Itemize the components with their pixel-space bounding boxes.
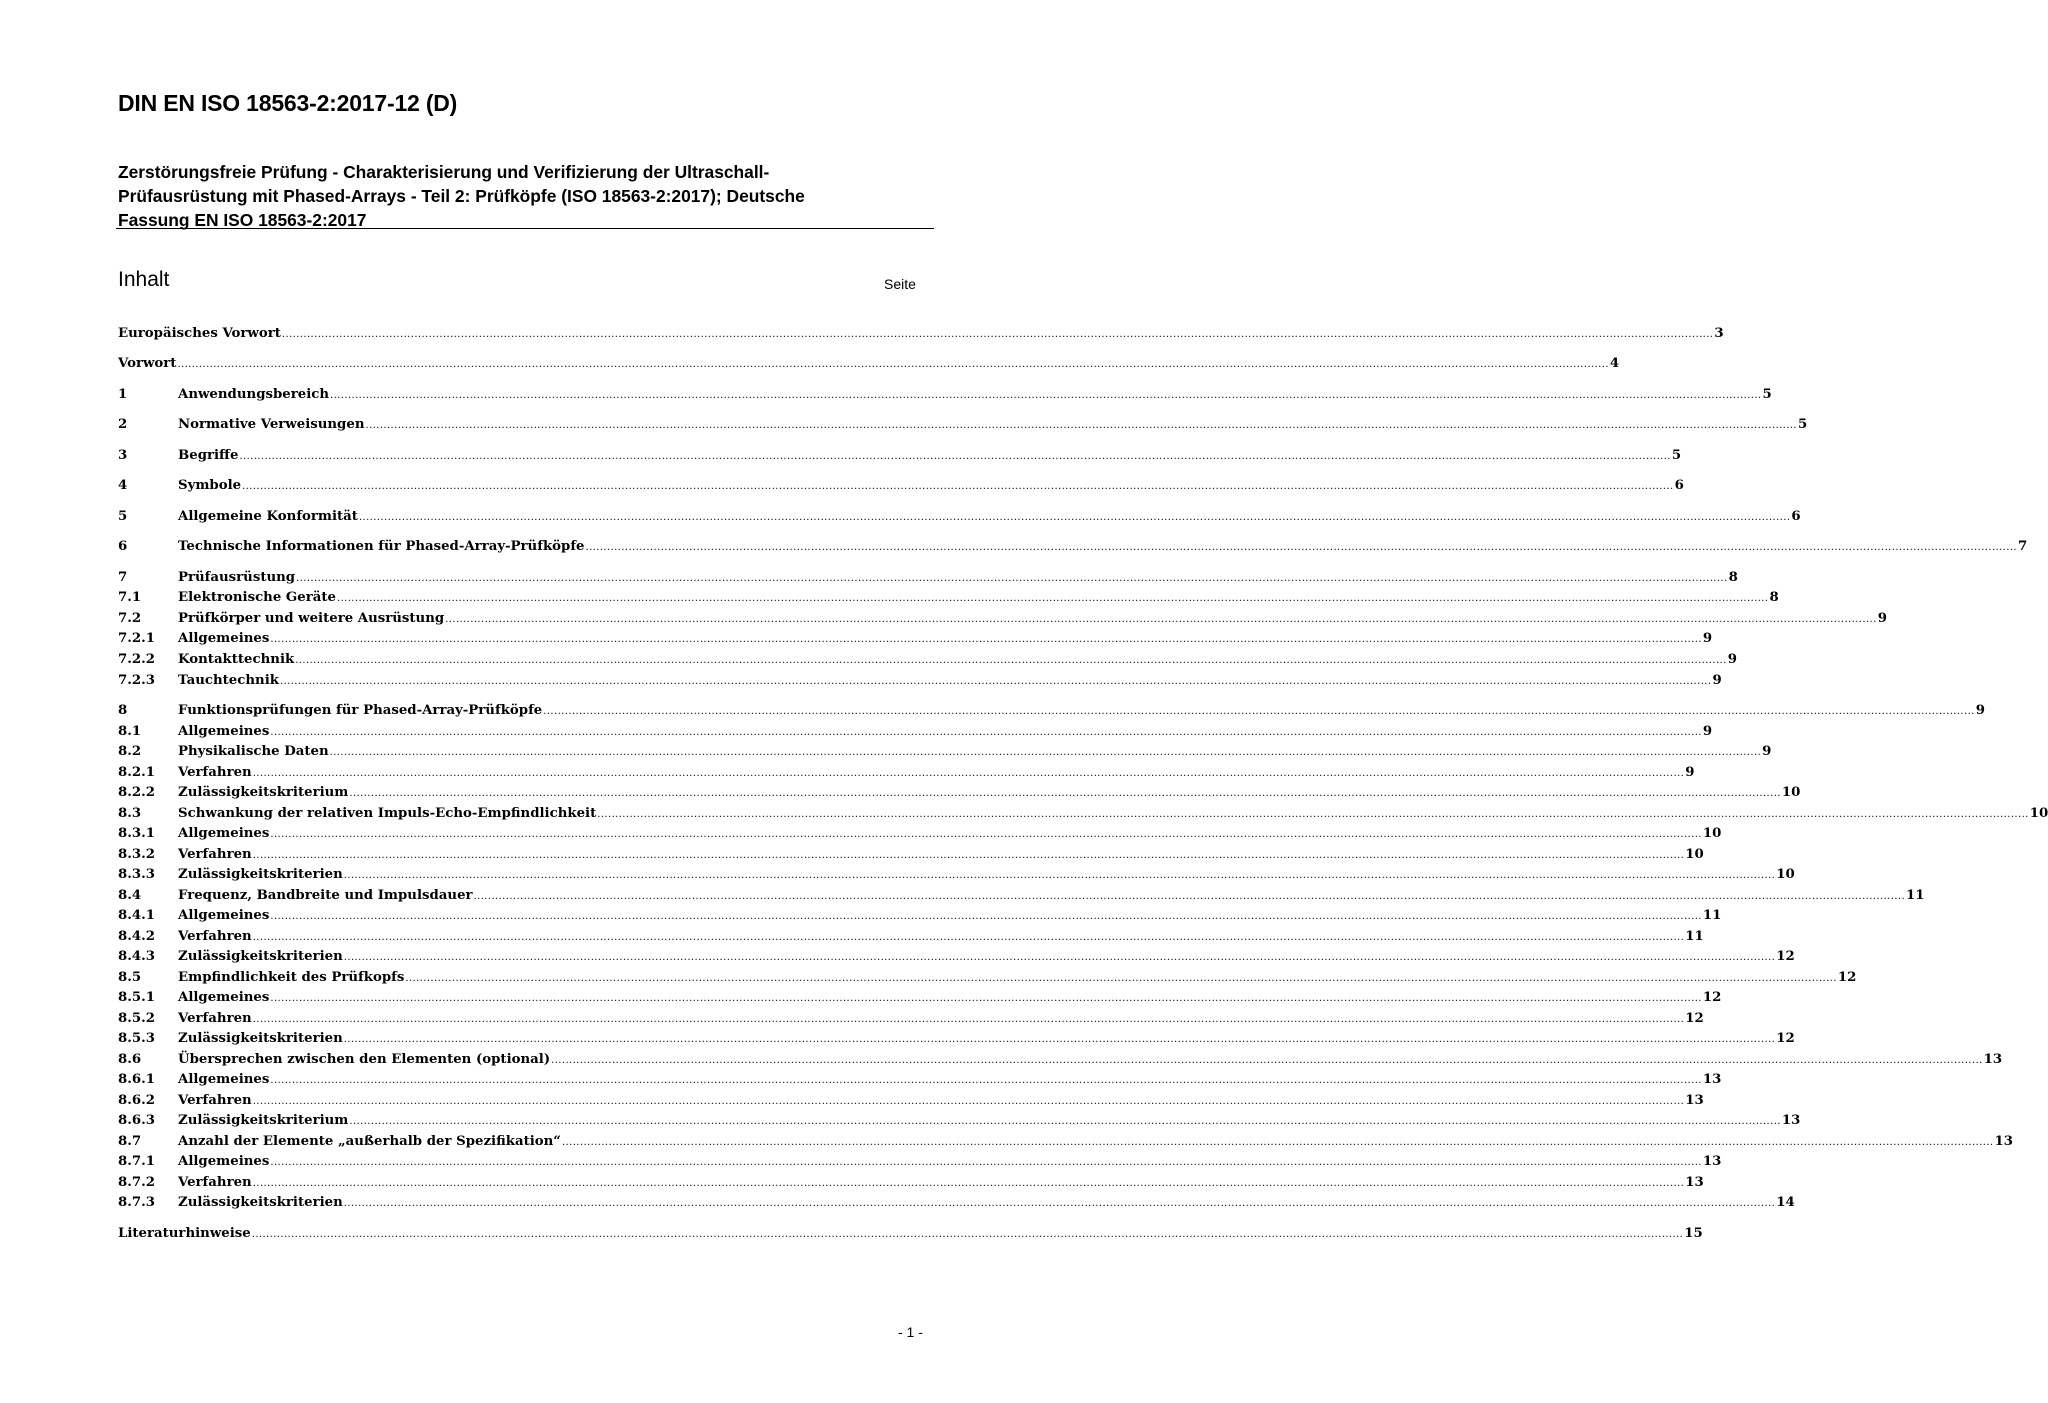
toc-entry-number: 8.2.1 [118,765,156,780]
toc-entry-title: Allgemeines [178,908,270,923]
toc-entry-title: Allgemeine Konformität [178,509,358,524]
toc-entry[interactable] [118,609,1887,629]
toc-dot-leader: ................................................................................................................................................................................................................................................................................................................................................................................................................ [270,911,1702,922]
toc-entry-page: 12 [1776,1031,1795,1046]
toc-entry-title: Begriffe [178,448,239,463]
toc-entry-title: Zulässigkeitskriterien [178,867,343,882]
toc-dot-leader: ................................................................................................................................................................................................................................................................................................................................................................................................................ [252,1014,1685,1025]
toc-entry-number: 7 [118,570,128,585]
toc-entry[interactable] [118,742,1772,762]
toc-entry-title: Allgemeines [178,724,270,739]
toc-dot-leader: ................................................................................................................................................................................................................................................................................................................................................................................................................ [365,420,1797,431]
toc-entry-page: 5 [1762,387,1772,402]
toc-entry[interactable] [118,701,1986,721]
toc-entry-page: 9 [1712,673,1722,688]
toc-dot-leader: ................................................................................................................................................................................................................................................................................................................................................................................................................ [295,655,1727,666]
toc-entry-page: 14 [1776,1195,1795,1210]
toc-entry-page: 13 [1702,1072,1722,1087]
toc-dot-leader: ................................................................................................................................................................................................................................................................................................................................................................................................................ [349,1116,1781,1127]
toc-entry[interactable] [118,722,1713,742]
toc-entry[interactable] [118,1132,2013,1152]
toc-entry[interactable] [118,968,1857,988]
toc-entry-page: 15 [1684,1226,1703,1241]
toc-entry-number: 1 [118,387,128,402]
toc-dot-leader: ................................................................................................................................................................................................................................................................................................................................................................................................................ [281,329,1714,340]
toc-entry[interactable] [118,415,1808,435]
toc-entry-page: 13 [1702,1154,1722,1169]
toc-dot-leader: ................................................................................................................................................................................................................................................................................................................................................................................................................ [445,614,1877,625]
toc-dot-leader: ................................................................................................................................................................................................................................................................................................................................................................................................................ [239,451,1671,462]
toc-entry-title: Zulässigkeitskriterien [178,1195,343,1210]
toc-entry-page: 13 [1983,1052,2003,1067]
toc-entry-page: 6 [1674,478,1684,493]
toc-entry[interactable] [118,804,2048,824]
toc-entry-title: Prüfkörper und weitere Ausrüstung [178,611,445,626]
toc-entry-title: Verfahren [178,765,252,780]
toc-entry-title: Vorwort [118,356,177,371]
toc-entry[interactable] [118,763,1695,783]
toc-entry-number: 6 [118,539,128,554]
toc-entry-title: Allgemeines [178,631,270,646]
toc-entry-number: 8.5 [118,970,142,985]
toc-entry[interactable] [118,671,1722,691]
toc-entry-page: 11 [1685,929,1704,944]
toc-entry-number: 8.5.2 [118,1011,156,1026]
toc-entry-title: Funktionsprüfungen für Phased-Array-Prüfköpfe [178,703,543,718]
toc-dot-leader: ................................................................................................................................................................................................................................................................................................................................................................................................................ [358,512,1791,523]
toc-entry[interactable] [118,988,1722,1008]
toc-dot-leader: ................................................................................................................................................................................................................................................................................................................................................................................................................ [270,829,1702,840]
toc-entry[interactable] [118,629,1713,649]
toc-entry-page: 7 [2018,539,2028,554]
toc-entry-title: Normative Verweisungen [178,417,365,432]
toc-entry[interactable] [118,385,1772,405]
toc-entry[interactable] [118,1111,1801,1131]
toc-entry-page: 10 [2029,806,2048,821]
toc-entry-number: 8.6.1 [118,1072,156,1087]
toc-dot-leader: ................................................................................................................................................................................................................................................................................................................................................................................................................ [343,1034,1776,1045]
toc-entry-page: 10 [1781,785,1801,800]
toc-dot-leader: ................................................................................................................................................................................................................................................................................................................................................................................................................ [252,1096,1685,1107]
toc-entry[interactable] [118,588,1779,608]
toc-entry-page: 8 [1769,590,1779,605]
toc-entry-title: Literaturhinweise [118,1226,251,1241]
toc-dot-leader: ................................................................................................................................................................................................................................................................................................................................................................................................................ [349,788,1781,799]
toc-dot-leader: ................................................................................................................................................................................................................................................................................................................................................................................................................ [343,870,1776,881]
toc-entry[interactable] [118,1091,1704,1111]
toc-entry-title: Allgemeines [178,826,270,841]
document-title-line: Prüfausrüstung mit Phased-Arrays - Teil 2: Prüfköpfe (ISO 18563-2:2017); Deutsche [118,186,805,206]
toc-entry-page: 9 [1685,765,1695,780]
toc-entry-number: 4 [118,478,128,493]
toc-entry-number: 8.1 [118,724,142,739]
toc-dot-leader: ................................................................................................................................................................................................................................................................................................................................................................................................................ [270,727,1702,738]
toc-entry-number: 5 [118,509,128,524]
toc-entry-page: 5 [1797,417,1808,432]
toc-entry[interactable] [118,845,1704,865]
toc-entry[interactable] [118,1193,1795,1213]
toc-entry-title: Symbole [178,478,242,493]
toc-entry-title: Anzahl der Elemente „außerhalb der Spezifikation“ [178,1134,561,1149]
toc-entry[interactable] [118,783,1801,803]
toc-dot-leader: ................................................................................................................................................................................................................................................................................................................................................................................................................ [252,932,1685,943]
toc-entry-page: 13 [1685,1093,1704,1108]
toc-entry-number: 2 [118,417,128,432]
toc-entry-page: 10 [1685,847,1704,862]
toc-dot-leader: ................................................................................................................................................................................................................................................................................................................................................................................................................ [177,359,1609,370]
toc-dot-leader: ................................................................................................................................................................................................................................................................................................................................................................................................................ [251,1229,1684,1240]
toc-entry-page: 13 [1994,1134,2013,1149]
toc-entry-page: 6 [1791,509,1801,524]
toc-entry-title: Tauchtechnik [178,673,279,688]
document-title-line: Zerstörungsfreie Prüfung - Charakterisierung und Verifizierung der Ultraschall- [118,162,770,182]
toc-entry-number: 8.7 [118,1134,142,1149]
toc-dot-leader: ................................................................................................................................................................................................................................................................................................................................................................................................................ [343,952,1776,963]
toc-dot-leader: ................................................................................................................................................................................................................................................................................................................................................................................................................ [597,809,2029,820]
toc-entry[interactable] [118,824,1722,844]
toc-entry-number: 8.5.1 [118,990,156,1005]
toc-entry-title: Verfahren [178,1093,252,1108]
toc-entry[interactable] [118,446,1682,466]
toc-entry-title: Verfahren [178,847,252,862]
toc-entry-number: 7.2.1 [118,631,156,646]
toc-entry-page: 5 [1671,448,1682,463]
toc-entry-title: Technische Informationen für Phased-Array-Prüfköpfe [178,539,585,554]
toc-entry-page: 9 [1702,631,1713,646]
toc-entry-title: Zulässigkeitskriterien [178,1031,343,1046]
toc-entry-title: Allgemeines [178,1154,270,1169]
toc-entry-title: Empfindlichkeit des Prüfkopfs [178,970,405,985]
toc-entry[interactable] [118,476,1684,496]
toc-entry-page: 10 [1702,826,1722,841]
toc-entry-title: Europäisches Vorwort [118,326,281,341]
toc-heading: Inhalt [118,268,170,291]
toc-entry[interactable] [118,568,1738,588]
toc-dot-leader: ................................................................................................................................................................................................................................................................................................................................................................................................................ [543,706,1975,717]
document-id: DIN EN ISO 18563-2:2017-12 (D) [118,90,458,116]
toc-dot-leader: ................................................................................................................................................................................................................................................................................................................................................................................................................ [252,850,1685,861]
toc-entry-title: Verfahren [178,1011,252,1026]
toc-entry-number: 8.3 [118,806,142,821]
toc-entry-number: 8.7.3 [118,1195,156,1210]
toc-entry-page: 9 [1727,652,1737,667]
toc-entry-page: 4 [1609,356,1620,371]
toc-entry[interactable] [118,906,1722,926]
toc-dot-leader: ................................................................................................................................................................................................................................................................................................................................................................................................................ [343,1198,1776,1209]
toc-entry-number: 7.2.3 [118,673,156,688]
toc-entry-number: 8.3.2 [118,847,156,862]
toc-dot-leader: ................................................................................................................................................................................................................................................................................................................................................................................................................ [270,634,1702,645]
toc-entry[interactable] [118,650,1737,670]
toc-entry-page: 9 [1702,724,1713,739]
toc-entry-number: 8.4.2 [118,929,156,944]
document-title-line: Fassung EN ISO 18563-2:2017 [118,210,367,230]
toc-entry[interactable] [118,1152,1722,1172]
toc-dot-leader: ................................................................................................................................................................................................................................................................................................................................................................................................................ [561,1137,1994,1148]
toc-entry-number: 8.4.1 [118,908,156,923]
toc-dot-leader: ................................................................................................................................................................................................................................................................................................................................................................................................................ [330,390,1762,401]
toc-dot-leader: ................................................................................................................................................................................................................................................................................................................................................................................................................ [405,973,1837,984]
toc-page-column-label: Seite [884,276,916,292]
toc-entry-page: 8 [1728,570,1738,585]
toc-entry[interactable] [118,927,1704,947]
toc-entry[interactable] [118,1173,1704,1193]
toc-entry-number: 7.2 [118,611,142,626]
toc-entry-page: 11 [1702,908,1722,923]
toc-entry-number: 7.2.2 [118,652,156,667]
toc-dot-leader: ................................................................................................................................................................................................................................................................................................................................................................................................................ [551,1055,1983,1066]
toc-entry-page: 12 [1685,1011,1704,1026]
toc-entry-number: 3 [118,448,128,463]
toc-entry-title: Zulässigkeitskriterium [178,1113,349,1128]
toc-entry[interactable] [118,1070,1722,1090]
toc-entry-title: Verfahren [178,929,252,944]
toc-entry-number: 8.6.3 [118,1113,156,1128]
toc-entry-number: 8.7.1 [118,1154,156,1169]
toc-entry-page: 3 [1714,326,1724,341]
toc-entry-title: Schwankung der relativen Impuls-Echo-Empfindlichkeit [178,806,597,821]
toc-entry-page: 9 [1975,703,1986,718]
toc-dot-leader: ................................................................................................................................................................................................................................................................................................................................................................................................................ [270,1075,1702,1086]
toc-dot-leader: ................................................................................................................................................................................................................................................................................................................................................................................................................ [252,768,1685,779]
toc-entry-page: 13 [1685,1175,1704,1190]
toc-entry-number: 8.3.1 [118,826,156,841]
toc-entry[interactable] [118,354,1620,374]
toc-dot-leader: ................................................................................................................................................................................................................................................................................................................................................................................................................ [329,747,1762,758]
document-title [118,160,918,232]
toc-dot-leader: ................................................................................................................................................................................................................................................................................................................................................................................................................ [296,573,1728,584]
toc-entry-page: 11 [1906,888,1925,903]
toc-entry-number: 8.7.2 [118,1175,156,1190]
toc-entry-number: 8.6.2 [118,1093,156,1108]
toc-entry-title: Frequenz, Bandbreite und Impulsdauer [178,888,473,903]
toc-entry-number: 8.2.2 [118,785,156,800]
toc-dot-leader: ................................................................................................................................................................................................................................................................................................................................................................................................................ [252,1178,1685,1189]
toc-dot-leader: ................................................................................................................................................................................................................................................................................................................................................................................................................ [242,481,1674,492]
toc-dot-leader: ................................................................................................................................................................................................................................................................................................................................................................................................................ [270,993,1702,1004]
toc-entry-page: 12 [1702,990,1722,1005]
toc-entry-page: 12 [1837,970,1857,985]
toc-entry-title: Allgemeines [178,990,270,1005]
toc-entry-number: 8.4.3 [118,949,156,964]
toc-entry-number: 8.6 [118,1052,142,1067]
toc-entry[interactable] [118,1029,1795,1049]
toc-entry-number: 8.2 [118,744,142,759]
toc-entry-title: Verfahren [178,1175,252,1190]
toc-entry-title: Elektronische Geräte [178,590,336,605]
toc-dot-leader: ................................................................................................................................................................................................................................................................................................................................................................................................................ [270,1157,1702,1168]
toc-entry-title: Prüfausrüstung [178,570,296,585]
toc-dot-leader: ................................................................................................................................................................................................................................................................................................................................................................................................................ [473,891,1906,902]
toc-entry-number: 8.5.3 [118,1031,156,1046]
toc-entry-number: 8.3.3 [118,867,156,882]
toc-entry-page: 9 [1762,744,1772,759]
toc-entry[interactable] [118,324,1724,344]
toc-entry[interactable] [118,865,1795,885]
toc-entry-title: Kontakttechnik [178,652,295,667]
toc-entry-page: 9 [1877,611,1887,626]
toc-entry-number: 8.4 [118,888,142,903]
toc-entry[interactable] [118,1224,1703,1244]
page-number: - 1 - [898,1324,923,1340]
toc-entry-page: 12 [1776,949,1795,964]
toc-entry-title: Allgemeines [178,1072,270,1087]
toc-entry[interactable] [118,886,1925,906]
toc-dot-leader: ................................................................................................................................................................................................................................................................................................................................................................................................................ [336,593,1769,604]
toc-entry[interactable] [118,1050,2003,1070]
toc-dot-leader: ................................................................................................................................................................................................................................................................................................................................................................................................................ [585,542,2017,553]
toc-entry-title: Übersprechen zwischen den Elementen (optional) [178,1052,551,1067]
toc-entry-title: Physikalische Daten [178,744,329,759]
toc-entry-title: Anwendungsbereich [178,387,330,402]
toc-entry-page: 13 [1781,1113,1801,1128]
toc-entry-number: 8 [118,703,128,718]
toc-entry[interactable] [118,1009,1704,1029]
toc-entry-number: 7.1 [118,590,142,605]
toc-entry-page: 10 [1776,867,1795,882]
toc-entry[interactable] [118,537,2028,557]
toc-entry-title: Zulässigkeitskriterien [178,949,343,964]
toc-dot-leader: ................................................................................................................................................................................................................................................................................................................................................................................................................ [279,676,1712,687]
toc-entry[interactable] [118,947,1795,967]
toc-entry[interactable] [118,507,1801,527]
toc-entry-title: Zulässigkeitskriterium [178,785,349,800]
title-divider [116,228,934,229]
